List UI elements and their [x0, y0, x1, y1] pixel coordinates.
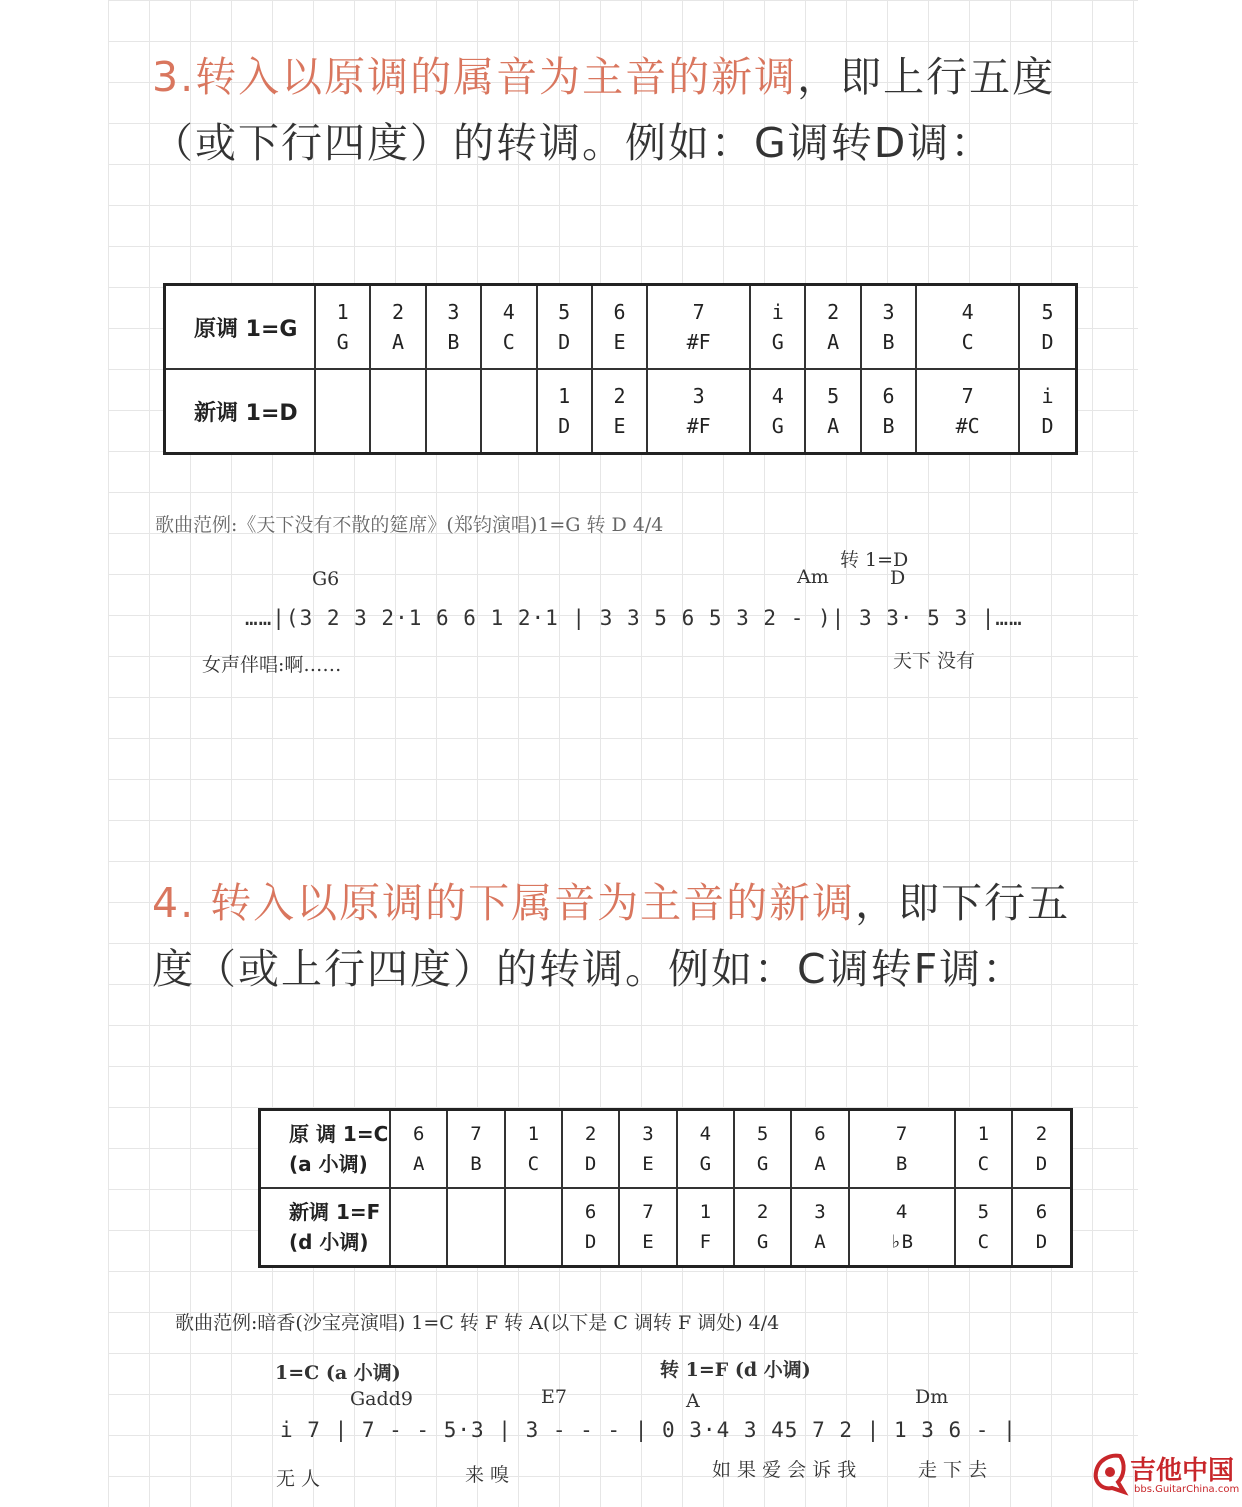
section-4-heading [152, 870, 1112, 1002]
song-example-caption: 歌曲范例:《天下没有不散的筵席》(郑钧演唱)1=G 转 D 4/4 [155, 514, 664, 536]
note-name: D [584, 1153, 597, 1175]
section-4-title-accent: 4. 转入以原调的下属音为主音的新调 [152, 879, 856, 927]
row-label-original-key [260, 1110, 391, 1189]
note-name: A [827, 414, 840, 438]
row-label-line: (a 小调) [289, 1152, 368, 1176]
note-cell [677, 1188, 734, 1267]
modulation-label: 转 1=F (d 小调) [660, 1359, 811, 1381]
note-name: C [961, 330, 974, 354]
song-example-caption: 歌曲范例:暗香(沙宝亮演唱) 1=C 转 F 转 A(以下是 C 调转 F 调处) 4/4 [175, 1312, 780, 1334]
scale-degree: 7 [895, 1123, 908, 1145]
numbered-notation-line: i 7 | 7 - - 5·3 | 3 - - - | 0 3·4 3 45 7 2 | 1 3 6 - | [280, 1418, 1017, 1442]
note-cell [849, 1110, 955, 1189]
modulation-label: 转 1=D [840, 549, 909, 571]
note-cell [677, 1110, 734, 1189]
note-name: D [1041, 414, 1054, 438]
note-name: D [558, 330, 571, 354]
chord-symbol: Am [797, 566, 829, 588]
row-label-new-key: 新调 1=D [165, 369, 316, 454]
chord-symbol: E7 [541, 1386, 567, 1408]
note-name: C [977, 1231, 990, 1253]
note-name: A [392, 330, 405, 354]
note-name: E [613, 330, 626, 354]
scale-degree: 6 [613, 300, 626, 324]
row-label-line: 原 调 1=C [289, 1122, 389, 1146]
note-name: A [827, 330, 840, 354]
numbered-notation-line: ……|(3 2 3 2·1 6 6 1 2·1 | 3 3 5 6 5 3 2 - )| 3 3· 5 3 |…… [245, 606, 1023, 630]
scale-degree: 4 [699, 1123, 712, 1145]
scale-degree: 5 [827, 384, 840, 408]
note-cell [481, 369, 536, 454]
note-cell [390, 1110, 447, 1189]
chord-symbol: Gadd9 [350, 1388, 413, 1410]
table-row [260, 1188, 1072, 1267]
note-name: G [771, 414, 784, 438]
note-name: B [882, 414, 895, 438]
lyric-line: 如 果 爱 会 诉 我 [712, 1459, 857, 1481]
note-name: E [642, 1153, 654, 1175]
note-cell [390, 1188, 447, 1267]
note-name: G [756, 1231, 769, 1253]
note-name: G [771, 330, 784, 354]
table-row [260, 1110, 1072, 1189]
row-label-line: (d 小调) [289, 1230, 369, 1254]
scale-degree: 5 [1041, 300, 1054, 324]
note-cell [426, 369, 481, 454]
scale-degree: 7 [961, 384, 974, 408]
note-name: C [977, 1153, 990, 1175]
scale-degree: 6 [412, 1123, 425, 1145]
note-name: A [814, 1153, 826, 1175]
note-cell [916, 369, 1019, 454]
note-name: G [699, 1153, 712, 1175]
scale-degree: 2 [1035, 1123, 1048, 1145]
section-3-title-accent: 3.转入以原调的属音为主音的新调 [152, 53, 798, 101]
note-name: D [558, 414, 571, 438]
row-label-line: 新调 1=F [289, 1200, 381, 1224]
scale-degree: 4 [771, 384, 784, 408]
note-cell [805, 285, 860, 370]
note-cell [1012, 1188, 1071, 1267]
scale-degree: 1 [977, 1123, 990, 1145]
scale-degree: 4 [961, 300, 974, 324]
scale-degree: 5 [756, 1123, 769, 1145]
note-cell [537, 369, 592, 454]
section-3-heading [152, 44, 1112, 176]
key-comparison-table-c-to-f [258, 1108, 1073, 1268]
scale-degree: 1 [336, 300, 349, 324]
note-name: A [412, 1153, 425, 1175]
lyric-line: 天下 没有 [893, 650, 976, 672]
scale-degree: i [771, 300, 784, 324]
note-cell [562, 1110, 619, 1189]
table-row [165, 369, 1077, 454]
chord-symbol: G6 [312, 568, 340, 590]
scale-degree: 6 [1035, 1201, 1048, 1223]
scale-degree: 2 [392, 300, 405, 324]
note-cell [734, 1188, 791, 1267]
note-cell [791, 1110, 848, 1189]
note-cell [647, 369, 750, 454]
note-name: ♭B [890, 1231, 914, 1253]
logo-name: 吉他中国 [1130, 1456, 1235, 1486]
chord-symbol: D [890, 567, 906, 589]
note-cell [481, 285, 536, 370]
note-name: #F [686, 330, 711, 354]
scale-degree: 4 [502, 300, 515, 324]
scale-degree: 3 [447, 300, 460, 324]
scale-degree: 6 [584, 1201, 597, 1223]
note-name: C [527, 1153, 540, 1175]
note-cell [955, 1110, 1012, 1189]
note-name: D [1035, 1153, 1048, 1175]
key-label: 1=C (a 小调) [275, 1362, 401, 1384]
note-name: D [1041, 330, 1054, 354]
note-cell [562, 1188, 619, 1267]
scale-degree: 7 [470, 1123, 482, 1145]
scale-degree: 1 [527, 1123, 540, 1145]
note-cell [647, 285, 750, 370]
note-cell [505, 1110, 562, 1189]
note-cell [447, 1110, 504, 1189]
note-cell [592, 369, 647, 454]
note-cell [861, 285, 916, 370]
lyric-line: 来 嗅 [465, 1464, 510, 1486]
note-cell [955, 1188, 1012, 1267]
scale-degree: 1 [558, 384, 571, 408]
scale-degree: 2 [584, 1123, 597, 1145]
note-name: B [470, 1153, 482, 1175]
note-cell [1019, 285, 1076, 370]
scale-degree: 7 [692, 300, 705, 324]
note-cell [916, 285, 1019, 370]
note-cell [1012, 1110, 1071, 1189]
scale-degree: 6 [882, 384, 895, 408]
logo-url: bbs.GuitarChina.com [1134, 1484, 1240, 1495]
note-name: C [502, 330, 515, 354]
note-name: #F [686, 414, 711, 438]
note-cell [619, 1188, 676, 1267]
note-name: B [895, 1153, 908, 1175]
key-comparison-table-g-to-d [163, 283, 1078, 455]
note-cell [791, 1188, 848, 1267]
lyric-line: 走 下 去 [918, 1459, 988, 1481]
lyric-line: 女声伴唱:啊…… [202, 654, 342, 676]
note-cell [619, 1110, 676, 1189]
note-cell [592, 285, 647, 370]
note-name: E [642, 1231, 654, 1253]
note-cell [734, 1110, 791, 1189]
note-name: B [447, 330, 460, 354]
note-cell [315, 285, 370, 370]
scale-degree: 4 [895, 1201, 908, 1223]
scale-degree: 5 [977, 1201, 990, 1223]
note-cell [447, 1188, 504, 1267]
note-cell [750, 285, 805, 370]
note-name: D [1035, 1231, 1048, 1253]
scale-degree: 3 [642, 1123, 654, 1145]
grid-paper-background [108, 0, 1138, 1507]
row-label-original-key: 原调 1=G [165, 285, 316, 370]
note-name: B [882, 330, 895, 354]
chord-symbol: Dm [915, 1386, 949, 1408]
guitar-icon [1090, 1452, 1130, 1496]
scale-degree: 2 [756, 1201, 769, 1223]
section-3-title-rest: ，即上行五度（或下行四度）的转调。例如：G调转D调： [152, 53, 1056, 167]
scale-degree: 6 [814, 1123, 826, 1145]
note-cell [505, 1188, 562, 1267]
scale-degree: i [1041, 384, 1054, 408]
guitarchina-logo [1090, 1448, 1238, 1503]
scale-degree: 1 [699, 1201, 712, 1223]
note-cell [805, 369, 860, 454]
scale-degree: 7 [642, 1201, 654, 1223]
note-cell [750, 369, 805, 454]
scale-degree: 2 [827, 300, 840, 324]
note-name: G [756, 1153, 769, 1175]
note-cell [1019, 369, 1076, 454]
note-cell [849, 1188, 955, 1267]
note-name: A [814, 1231, 826, 1253]
chord-symbol: A [686, 1390, 700, 1412]
note-name: G [336, 330, 349, 354]
section-4-title-rest: ，即下行五度（或上行四度）的转调。例如：C调转F调： [152, 879, 1071, 993]
scale-degree: 3 [882, 300, 895, 324]
row-label-new-key [260, 1188, 391, 1267]
note-cell [370, 369, 425, 454]
scale-degree: 2 [613, 384, 626, 408]
note-name: E [613, 414, 626, 438]
note-cell [370, 285, 425, 370]
table-row [165, 285, 1077, 370]
scale-degree: 3 [814, 1201, 826, 1223]
note-name: #C [955, 414, 980, 438]
note-cell [315, 369, 370, 454]
note-cell [426, 285, 481, 370]
scale-degree: 5 [558, 300, 571, 324]
note-cell [537, 285, 592, 370]
lyric-line: 无 人 [276, 1468, 321, 1490]
note-name: F [699, 1231, 712, 1253]
scale-degree: 3 [692, 384, 705, 408]
note-name: D [584, 1231, 597, 1253]
note-cell [861, 369, 916, 454]
